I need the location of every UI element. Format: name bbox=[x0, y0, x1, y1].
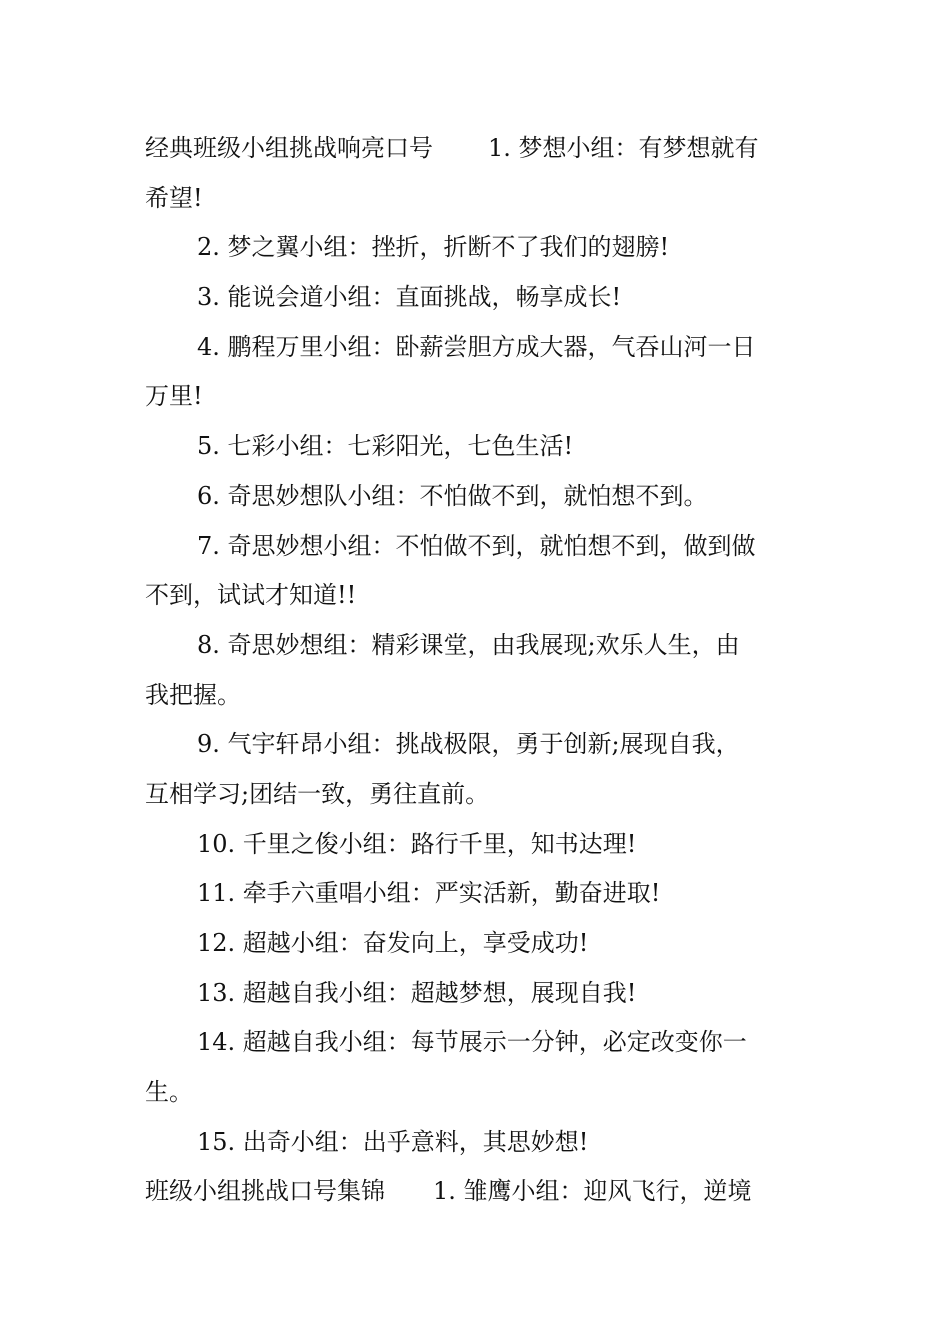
text-line: 不到，试试才知道!! bbox=[145, 581, 357, 610]
text-line: 互相学习;团结一致，勇往直前。 bbox=[145, 779, 490, 808]
text-line: 3. 能说会道小组：直面挑战，畅享成长! bbox=[197, 283, 622, 312]
text-line: 生。 bbox=[145, 1078, 193, 1107]
text-line: 12. 超越小组：奋发向上，享受成功! bbox=[197, 929, 589, 957]
text-line: 我把握。 bbox=[145, 680, 241, 709]
text-line: 9. 气宇轩昂小组：挑战极限，勇于创新;展现自我， bbox=[197, 730, 740, 759]
text-line: 2. 梦之翼小组：挫折，折断不了我们的翅膀! bbox=[197, 233, 670, 262]
slogan-text: 1. 梦想小组：有梦想就有 bbox=[488, 134, 759, 162]
text-line bbox=[145, 1167, 810, 1217]
document-body bbox=[145, 124, 810, 1217]
text-line: 11. 牵手六重唱小组：严实活新，勤奋进取! bbox=[197, 879, 661, 908]
text-line: 4. 鹏程万里小组：卧薪尝胆方成大器，气吞山河一日 bbox=[197, 332, 756, 361]
text-line: 7. 奇思妙想小组：不怕做不到，就怕想不到，做到做 bbox=[197, 531, 756, 560]
text-line: 15. 出奇小组：出乎意料，其思妙想! bbox=[197, 1127, 589, 1156]
section-heading: 班级小组挑战口号集锦 bbox=[145, 1177, 385, 1206]
text-line: 希望! bbox=[145, 183, 203, 212]
text-line: 14. 超越自我小组：每节展示一分钟，必定改变你一 bbox=[197, 1028, 747, 1057]
text-line: 8. 奇思妙想组：精彩课堂，由我展现;欢乐人生，由 bbox=[197, 630, 740, 659]
text-line: 5. 七彩小组：七彩阳光，七色生活! bbox=[197, 432, 574, 461]
text-line bbox=[145, 124, 810, 174]
text-line: 6. 奇思妙想队小组：不怕做不到，就怕想不到。 bbox=[197, 481, 708, 510]
text-line: 万里! bbox=[145, 382, 203, 411]
slogan-text: 1. 雏鹰小组：迎风飞行，逆境 bbox=[433, 1177, 752, 1206]
text-line: 10. 千里之俊小组：路行千里，知书达理! bbox=[197, 829, 637, 858]
text-line: 13. 超越自我小组：超越梦想，展现自我! bbox=[197, 978, 637, 1007]
section-heading: 经典班级小组挑战响亮口号 bbox=[145, 134, 433, 162]
